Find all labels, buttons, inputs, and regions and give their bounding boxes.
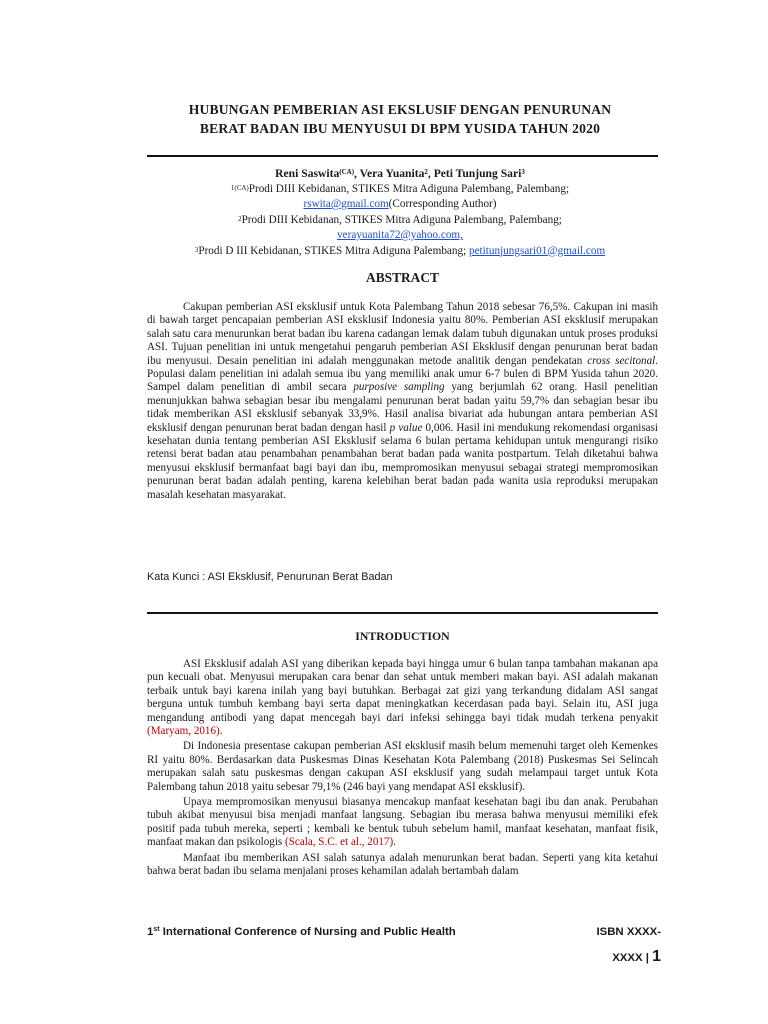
isbn-suffix: XXXX | [612,952,653,964]
conference-ordinal: 1 [147,926,154,938]
affiliation-2-contact [120,228,680,244]
author-1-marker: (CA) [339,168,355,176]
citation: (Maryam, 2016) [147,725,220,738]
abstract-text: 0,006. Hasil ini mendukung rekomendasi organisasi kesehatan dunia tentang pemberian ASI Eksklusif selama 6 bulan pertama kehidupan untuk mengurangi risiko retensi berat badan atau penambahan penambahan berat badan pada wanita postpartum. Telah diketahui bahwa menyusui eksklusif bermanfaat bagi bayi dan ibu, mempromosikan menyusui sebagai strategi mempromosikan penurunan berat badan adalah penting, karena kelebihan berat badan pada wanita usia reproduksi merupakan masalah kesehatan masyarakat. [147,421,658,501]
author-2-marker: 2 [424,168,428,176]
author-3-name: Peti Tunjung Sari [433,167,522,180]
isbn-line-1: ISBN XXXX- [596,926,661,938]
affiliation-3-marker: 3 [194,245,199,254]
author-separator: , [427,167,434,180]
conference-ordinal-suffix: st [153,926,160,933]
abstract-divider [147,612,658,614]
affiliation-2-marker: 2 [238,214,242,223]
conference-name [147,926,456,938]
intro-text: Upaya mempromosikan menyusui biasanya mencakup manfaat kesehatan bagi ibu dan anak. Perubahan tubuh akibat menyusui bisa menjadi manfaat langsung. Sebagian ibu merasa bahwa menyusui memiliki efek positif pada tubuh mereka, seperti ; kembali ke bentuk tubuh sebelum hamil, manfaat kesehatan, manfaat fisik, manfaat makan dan psikologis [147,796,658,849]
abstract-text: yang berjumlah 62 orang. Hasil penelitian menunjukkan bahwa sebagian besar ibu mengalami penurunan berat badan yaitu 59,7% dan sebagian besar ibu tidak memberikan ASI eksklusif sebanyak 33,9%. Hasil analisa bivariat ada hubungan antara pemberian ASI eksklusif dengan penurunan berat badan dengan hasil [147,381,658,434]
affiliation-1-text: Prodi DIII Kebidanan, STIKES Mitra Adiguna Palembang, Palembang; [248,182,570,195]
abstract-text: Cakupan pemberian ASI eksklusif untuk Kota Palembang Tahun 2018 sebesar 76,5%. Cakupan ini masih di bawah target pencapaian pemberian ASI eksklusif Indonesia yaitu 80%. Pemberian ASI eksklusif merupakan salah satu cara menurunkan berat badan ibu karena cadangan lemak dalam tubuh digunakan untuk proses produksi ASI. Tujuan penelitian ini untuk mengetahui pengaruh pemberian ASI Eksklusif dengan penurunan berat badan ibu menyusui. Desain penelitian ini adalah menggunakan metode analitik dengan pendekatan [147,301,658,367]
author-1-email-link[interactable]: rswita@gmail.com [303,198,389,210]
affiliation-3 [120,244,680,260]
conference-title: International Conference of Nursing and Public Health [159,926,456,938]
intro-paragraph: Di Indonesia presentase cakupan pemberian ASI eksklusif masih belum memenuhi target oleh Kemenkes RI yaitu 80%. Berdasarkan data Puskesmas Dinas Kesehatan Kota Palembang (2018) Puskesmas Sei Selincah merupakan salah satu puskesmas dengan cakupan ASI eksklusif yang sudah melampaui target untuk Kota Palembang tahun 2018 yaitu sebesar 79,1% (246 bayi yang mendapat ASI eksklusif). [147,740,658,793]
affiliation-1-contact [120,197,680,213]
author-2-email-link[interactable]: verayuanita72@yahoo.com, [337,229,463,241]
abstract-emphasis: p value [389,421,423,434]
title-line-2: BERAT BADAN IBU MENYUSUI DI BPM YUSIDA TAHUN 2020 [199,121,601,136]
intro-text: . [219,725,223,738]
abstract-emphasis: purposive sampling [353,381,445,394]
intro-paragraph: Manfaat ibu memberikan ASI salah satunya adalah menurunkan berat badan. Seperti yang kita ketahui bahwa berat badan ibu selama menjalani proses kehamilan adalah bertambah dalam [147,851,658,878]
corresponding-author-note: (Corresponding Author) [388,198,497,210]
author-2-name: Vera Yuanita [359,167,425,180]
intro-paragraph [147,796,658,850]
introduction-body [147,658,658,881]
abstract-emphasis: cross secitonal [587,354,656,367]
author-block [120,166,680,259]
title-line-1: HUBUNGAN PEMBERIAN ASI EKSLUSIF DENGAN PENURUNAN [188,102,612,117]
affiliation-2 [120,213,680,229]
paper-title [120,100,680,138]
affiliation-1 [120,182,680,198]
intro-text: . [393,836,396,849]
author-separator: , [354,167,360,180]
author-1-name: Reni Saswita [275,167,340,180]
title-divider [147,155,658,157]
abstract-text: . Populasi dalam penelitian ini adalah semua ibu yang memiliki anak umur 6-7 bulen di BPM Yusida tahun 2020. Sampel dalam penelitian di ambil secara [147,354,658,394]
abstract-heading: ABSTRACT [366,270,439,285]
citation: (Scala, S.C. et al., 2017) [285,836,394,849]
author-3-email-link[interactable]: petitunjungsari01@gmail.com [469,244,606,257]
affiliation-2-text: Prodi DIII Kebidanan, STIKES Mitra Adiguna Palembang, Palembang; [241,213,562,226]
isbn-line-2 [612,948,661,966]
author-names [120,166,680,182]
affiliation-1-marker: 1(CA) [230,183,249,192]
intro-paragraph [147,658,658,738]
page-number: 1 [652,948,661,965]
introduction-heading: INTRODUCTION [355,629,450,643]
intro-text: ASI Eksklusif adalah ASI yang diberikan kepada bayi hingga umur 6 bulan tanpa tambahan makanan apa pun kecuali obat. Menyusui merupakan cara benar dan sehat untuk memberi makan bayi. ASI adalah makanan terbaik untuk bayi karena inilah yang bayi butuhkan. Berbagai zat gizi yang terkandung didalam ASI sangat berguna untuk tumbuh kembang bayi serta dapat meningkatkan kecerdasan pada bayi. Selain itu, ASI juga mengandung antibodi yang dapat mencegah bayi dari infeksi sehingga bayi tidak mudah terkena penyakit [147,658,658,724]
author-3-marker: 3 [521,168,525,176]
affiliation-3-text: Prodi D III Kebidanan, STIKES Mitra Adiguna Palembang; [198,244,469,257]
keywords: Kata Kunci : ASI Eksklusif, Penurunan Berat Badan [147,571,393,583]
abstract-body [147,301,658,502]
